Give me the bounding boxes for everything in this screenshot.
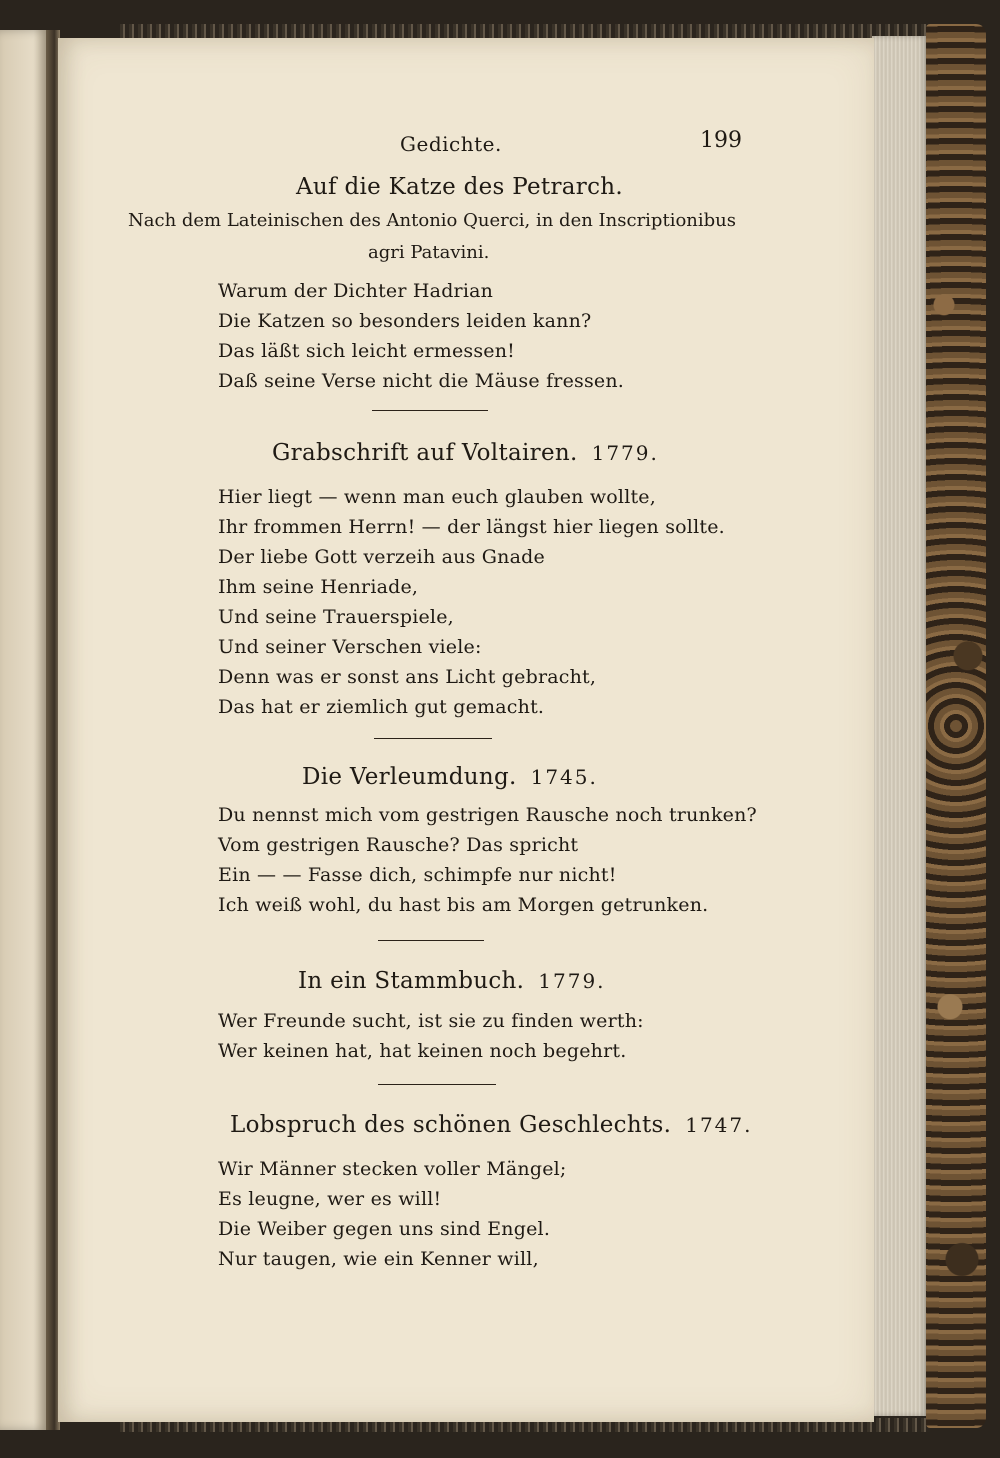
verse-line: Ich weiß wohl, du hast bis am Morgen getrunken.: [218, 894, 709, 916]
poem-title-text: Auf die Katze des Petrarch.: [296, 174, 623, 200]
poem-year: 1779.: [591, 441, 659, 465]
poem-title: [298, 968, 606, 994]
verse-line: Daß seine Verse nicht die Mäuse fressen.: [218, 370, 625, 392]
poem-year: 1745.: [530, 765, 598, 789]
section-divider: [378, 1084, 496, 1085]
verse-line: Vom gestrigen Rausche? Das spricht: [218, 834, 579, 856]
verse-line: Ein — — Fasse dich, schimpfe nur nicht!: [218, 864, 617, 886]
verse-line: Ihm seine Henriade,: [218, 576, 419, 598]
poem-title: [302, 764, 598, 790]
verse-line: Und seiner Verschen viele:: [218, 636, 482, 658]
section-divider: [374, 738, 492, 739]
verse-line: Du nennst mich vom gestrigen Rausche noch trunken?: [218, 804, 757, 826]
verse-line: Denn was er sonst ans Licht gebracht,: [218, 666, 597, 688]
verse-line: Das läßt sich leicht ermessen!: [218, 340, 516, 362]
section-divider: [378, 940, 484, 941]
verse-line: Die Katzen so besonders leiden kann?: [218, 310, 592, 332]
poem-title: [296, 174, 623, 200]
poem-title-text: Lobspruch des schönen Geschlechts.: [230, 1112, 672, 1138]
page-number: 199: [700, 128, 742, 153]
poem-title-text: Die Verleumdung.: [302, 764, 517, 790]
verse-line: Wir Männer stecken voller Mängel;: [218, 1158, 567, 1180]
poem-year: 1747.: [685, 1113, 753, 1137]
running-head: Gedichte.: [400, 132, 502, 156]
poem-subtitle: agri Patavini.: [368, 242, 490, 263]
marbled-cover: [926, 24, 986, 1428]
verse-line: Und seine Trauerspiele,: [218, 606, 454, 628]
verse-line: Die Weiber gegen uns sind Engel.: [218, 1218, 551, 1240]
verse-line: Das hat er ziemlich gut gemacht.: [218, 696, 545, 718]
verse-line: Der liebe Gott verzeih aus Gnade: [218, 546, 545, 568]
poem-title-text: Grabschrift auf Voltairen.: [272, 440, 578, 466]
verse-line: Warum der Dichter Hadrian: [218, 280, 494, 302]
verse-line: Ihr frommen Herrn! — der längst hier liegen sollte.: [218, 516, 725, 538]
poem-title: [230, 1112, 753, 1138]
poem-title-text: In ein Stammbuch.: [298, 968, 525, 994]
verse-line: Wer Freunde sucht, ist sie zu finden werth:: [218, 1010, 644, 1032]
fore-edge: [872, 36, 928, 1416]
poem-year: 1779.: [538, 969, 606, 993]
section-divider: [372, 410, 488, 411]
verse-line: Nur taugen, wie ein Kenner will,: [218, 1248, 539, 1270]
left-page-edge: [0, 30, 48, 1430]
verse-line: Hier liegt — wenn man euch glauben wollte,: [218, 486, 656, 508]
verse-line: Es leugne, wer es will!: [218, 1188, 442, 1210]
poem-subtitle: Nach dem Lateinischen des Antonio Querci, in den Inscriptionibus: [128, 210, 736, 231]
verse-line: Wer keinen hat, hat keinen noch begehrt.: [218, 1040, 627, 1062]
poem-title: [272, 440, 659, 466]
